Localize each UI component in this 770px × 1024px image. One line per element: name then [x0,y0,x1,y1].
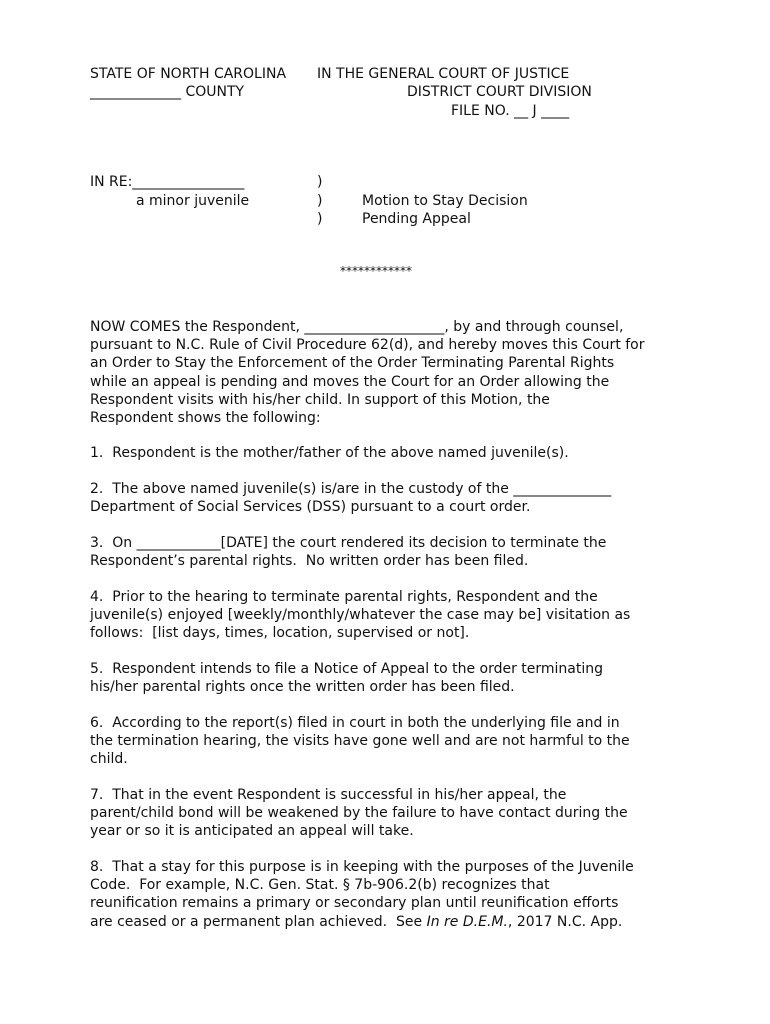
item-line: Respondent’s parental rights. No written order has been filed. [90,553,529,570]
numbered-item-5 [90,660,690,696]
intro-line: while an appeal is pending and moves the Court for an Order allowing the [90,373,610,390]
motion-title-line2: Pending Appeal [362,211,471,227]
item-line: 2. The above named juvenile(s) is/are in the custody of the ______________ [90,481,612,497]
intro-line: an Order to Stay the Enforcement of the Order Terminating Parental Rights [90,355,615,372]
item-line: juvenile(s) enjoyed [weekly/monthly/whatever the case may be] visitation as [90,607,631,624]
item-line: Code. For example, N.C. Gen. Stat. § 7b-906.2(b) recognizes that [90,877,550,894]
caption-paren: ) [317,174,323,190]
numbered-item-8 [90,858,690,931]
item-line: the termination hearing, the visits have gone well and are not harmful to the [90,733,630,750]
caption-paren: ) [317,193,323,209]
numbered-item-7 [90,786,690,841]
court-caption: IN THE GENERAL COURT OF JUSTICE [317,66,570,82]
state-caption: STATE OF NORTH CAROLINA [90,66,287,82]
numbered-item-1 [90,444,690,462]
intro-line: pursuant to N.C. Rule of Civil Procedure 62(d), and hereby moves this Court for [90,337,645,354]
item-line: 7. That in the event Respondent is successful in his/her appeal, the [90,787,567,803]
numbered-item-2 [90,480,690,516]
item-line: Department of Social Services (DSS) pursuant to a court order. [90,499,531,516]
in-re-label: IN RE:________________ [90,174,245,190]
item-line: reunification remains a primary or secondary plan until reunification efforts [90,895,619,912]
citation-text-after: , 2017 N.C. App. [507,913,623,930]
intro-line: Respondent visits with his/her child. In support of this Motion, the [90,391,550,408]
item-line: 3. On ____________[DATE] the court rendered its decision to terminate the [90,535,607,551]
case-name: In re D.E.M. [426,913,508,930]
intro-line: NOW COMES the Respondent, ____________________, by and through counsel, [90,319,624,335]
numbered-item-3 [90,534,690,570]
item-line: 5. Respondent intends to file a Notice of Appeal to the order terminating [90,661,604,677]
item-line: follows: [list days, times, location, supervised or not]. [90,625,470,642]
item-line: his/her parental rights once the written order has been filed. [90,679,515,696]
item-line: parent/child bond will be weakened by the failure to have contact during the [90,805,628,822]
citation-text-before: are ceased or a permanent plan achieved. See [90,913,427,930]
item-line: 4. Prior to the hearing to terminate parental rights, Respondent and the [90,589,598,605]
item-line: 1. Respondent is the mother/father of the above named juvenile(s). [90,445,569,461]
asterisk-separator: ************ [340,264,412,278]
numbered-item-6 [90,714,690,769]
county-line: _____________ COUNTY [90,84,245,100]
intro-paragraph [90,318,690,427]
item-line: 8. That a stay for this purpose is in keeping with the purposes of the Juvenile [90,859,634,875]
item-line: 6. According to the report(s) filed in court in both the underlying file and in [90,715,620,731]
intro-line: Respondent shows the following: [90,410,321,427]
division-caption: DISTRICT COURT DIVISION [407,84,592,100]
item-line-citation [90,913,690,931]
minor-juvenile-label: a minor juvenile [136,193,250,209]
item-line: year or so it is anticipated an appeal will take. [90,823,414,840]
caption-paren: ) [317,211,323,227]
numbered-item-4 [90,588,690,643]
motion-title-line1: Motion to Stay Decision [362,193,528,209]
item-line: child. [90,751,128,768]
file-number: FILE NO. __ J ____ [451,103,570,119]
